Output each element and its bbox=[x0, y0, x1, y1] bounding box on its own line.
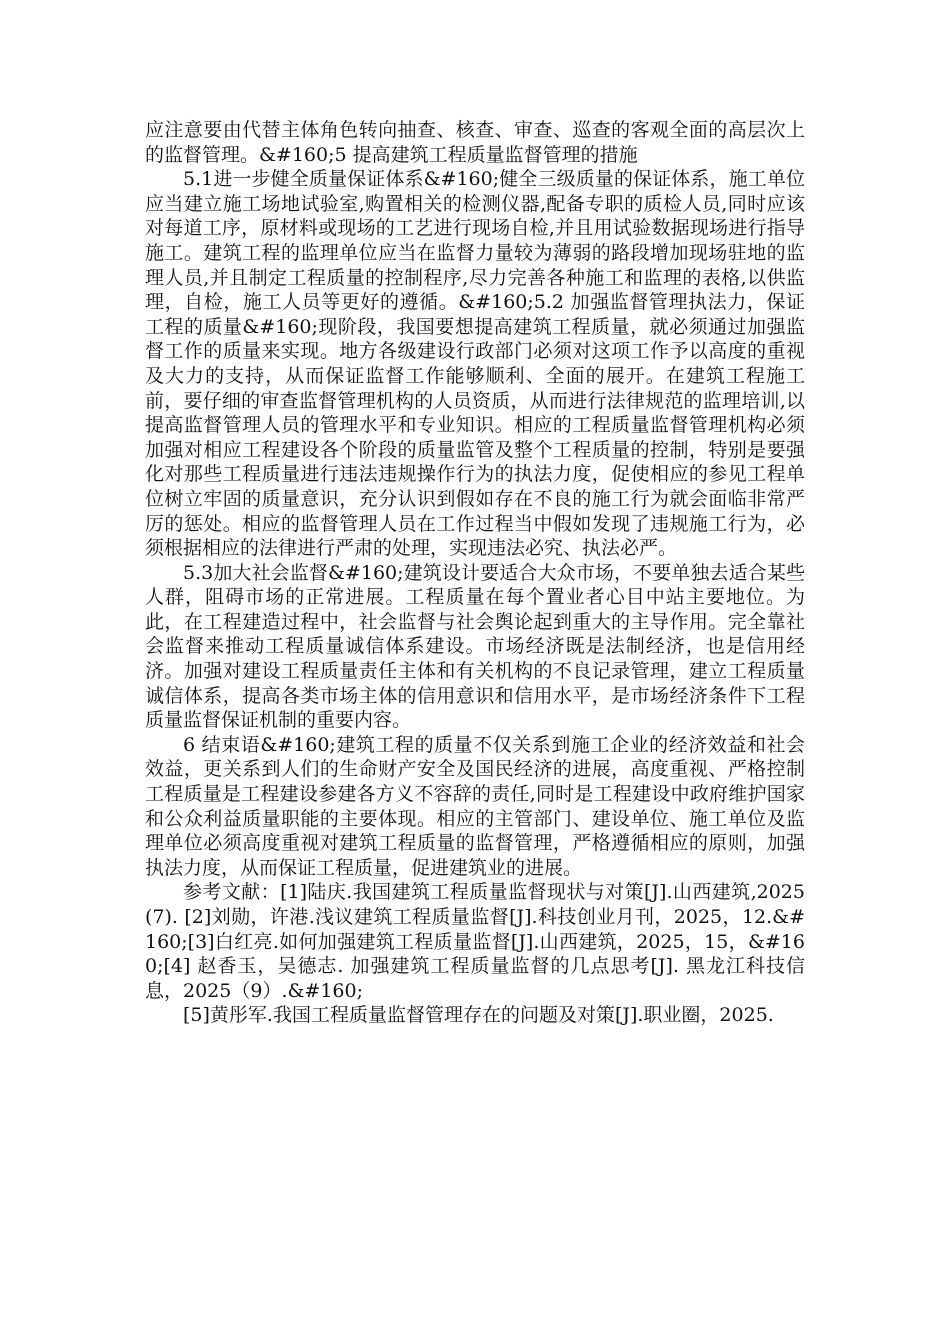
paragraph-section-5-3: 5.3加大社会监督&#160;建筑设计要适合大众市场，不要单独去适合某些人群，阻碍市场的正常进展。工程质量在每个置业者心目中站主要地位。为此，在工程建造过程中，社会监督与社会舆论起到重大的主导作用。完全靠社会监督来推动工程质量诚信体系建设。市场经济既是法制经济，也是信用经济。加强对建设工程质量责任主体和有关机构的不良记录管理，建立工程质量诚信体系，提高各类市场主体的信用意识和信用水平，是市场经济条件下工程质量监督保证机制的重要内容。 bbox=[145, 561, 805, 732]
paragraph-reference-5: [5]黄彤军.我国工程质量监督管理存在的问题及对策[J].职业圈，2025. bbox=[183, 1004, 774, 1027]
paragraph-continuation: 应注意要由代替主体角色转向抽查、核查、审查、巡查的客观全面的高层次上的监督管理。&#160;5 提高建筑工程质量监督管理的措施 bbox=[145, 119, 805, 166]
paragraph-section-5-1-5-2: 5.1进一步健全质量保证体系&#160;健全三级质量的保证体系，施工单位应当建立施工场地试验室,购置相关的检测仪器,配备专职的质检人员,同时应该对每道工序，原材料或现场的工艺进行现场自检,并且用试验数据现场进行指导施工。建筑工程的监理单位应当在监督力量较为薄弱的路段增加现场驻地的监理人员,并且制定工程质量的控制程序,尽力完善各种施工和监理的表格,以供监理，自检，施工人员等更好的遵循。&#160;5.2 加强监督管理执法力，保证工程的质量&#160;现阶段，我国要想提高建筑工程质量，就必须通过加强监督工作的质量来实现。地方各级建设行政部门必须对这项工作予以高度的重视及大力的支持，从而保证监督工作能够顺利、全面的展开。在建筑工程施工前，要仔细的审查监督管理机构的人员资质，从而进行法律规范的监理培训,以提高监督管理人员的管理水平和专业知识。相应的工程质量监督管理机构必须加强对相应工程建设各个阶段的质量监管及整个工程质量的控制，特别是要强化对那些工程质量进行违法违规操作行为的执法力度，促使相应的参见工程单位树立牢固的质量意识，充分认识到假如存在不良的施工行为就会面临非常严厉的惩处。相应的监督管理人员在工作过程当中假如发现了违规施工行为，必须根据相应的法律进行严肃的处理，实现违法必究、执法必严。 bbox=[145, 168, 805, 560]
paragraph-references: 参考文献：[1]陆庆.我国建筑工程质量监督现状与对策[J].山西建筑,2025(7). [2]刘勋，许港.浅议建筑工程质量监督[J].科技创业月刊，2025，12.&#160;[3]白红亮.如何加强建筑工程质量监督[J].山西建筑，2025，15，&#160;[4] 赵香玉，吴德志. 加强建筑工程质量监督的几点思考[J]. 黑龙江科技信息，2025（9）.&#160; bbox=[145, 881, 805, 1002]
document-body bbox=[145, 118, 805, 1028]
paragraph-conclusion: 6 结束语&#160;建筑工程的质量不仅关系到施工企业的经济效益和社会效益，更关系到人们的生命财产安全及国民经济的进展，高度重视、严格控制工程质量是工程建设参建各方义不容辞的责任,同时是工程建设中政府维护国家和公众利益质量职能的主要体现。相应的主管部门、建设单位、施工单位及监理单位必须高度重视对建筑工程质量的监督管理，严格遵循相应的原则，加强执法力度，从而保证工程质量，促进建筑业的进展。 bbox=[145, 733, 805, 879]
